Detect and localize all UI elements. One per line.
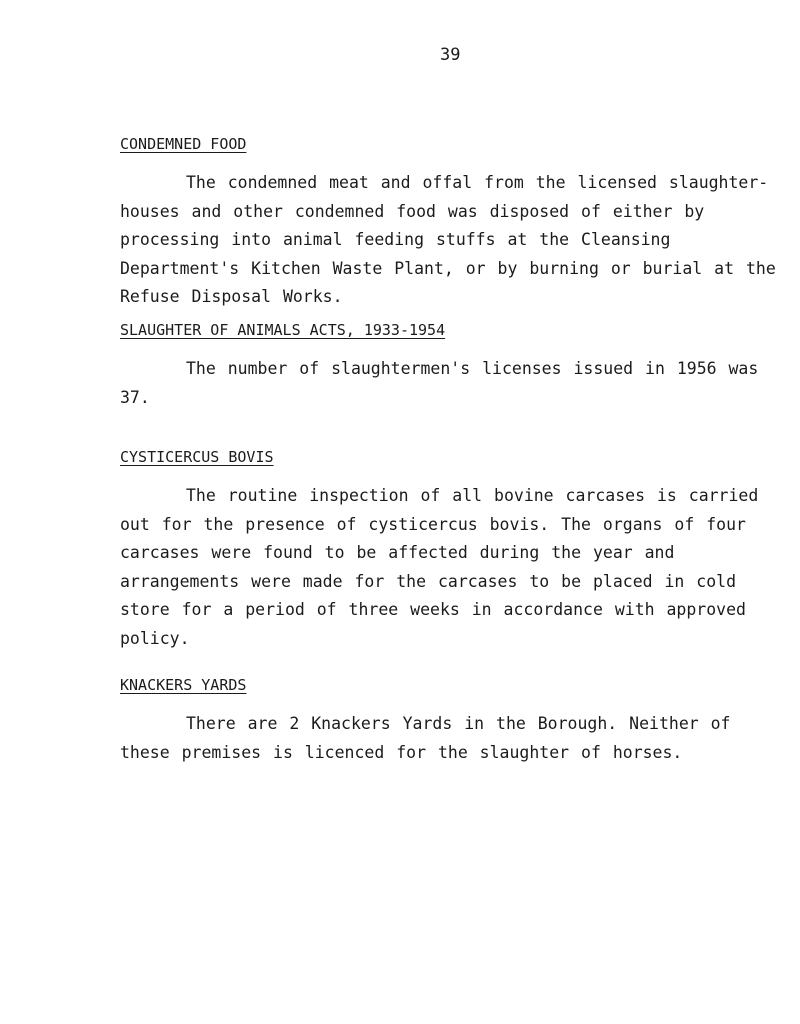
section-paragraph: The number of slaughtermen's licenses issued in 1956 was 37. <box>120 359 759 407</box>
section-paragraph: The routine inspection of all bovine carcases is carried out for the presence of cysticercus bovis. The organs of four carcases were found to be affected during the year and arrangements were made for the carcases to be placed in cold store for a period of three weeks in accordance with approved policy. <box>120 486 759 648</box>
section-cysticercus-bovis <box>120 448 780 653</box>
page-number: 39 <box>440 45 461 65</box>
section-heading: CONDEMNED FOOD <box>120 135 247 153</box>
section-heading: KNACKERS YARDS <box>120 676 247 694</box>
section-condemned-food <box>120 135 780 312</box>
section-heading: SLAUGHTER OF ANIMALS ACTS, 1933-1954 <box>120 321 446 339</box>
section-slaughter-of-animals-acts <box>120 321 780 412</box>
section-paragraph: The condemned meat and offal from the licensed slaughter-houses and other condemned food was disposed of either by processing into animal feeding stuffs at the Cleansing Department's Kitchen Waste Plant, or by burning or burial at the Refuse Disposal Works. <box>120 173 776 306</box>
section-paragraph: There are 2 Knackers Yards in the Borough. Neither of these premises is licenced for the slaughter of horses. <box>120 714 731 762</box>
section-knackers-yards <box>120 676 780 767</box>
section-heading: CYSTICERCUS BOVIS <box>120 448 274 466</box>
